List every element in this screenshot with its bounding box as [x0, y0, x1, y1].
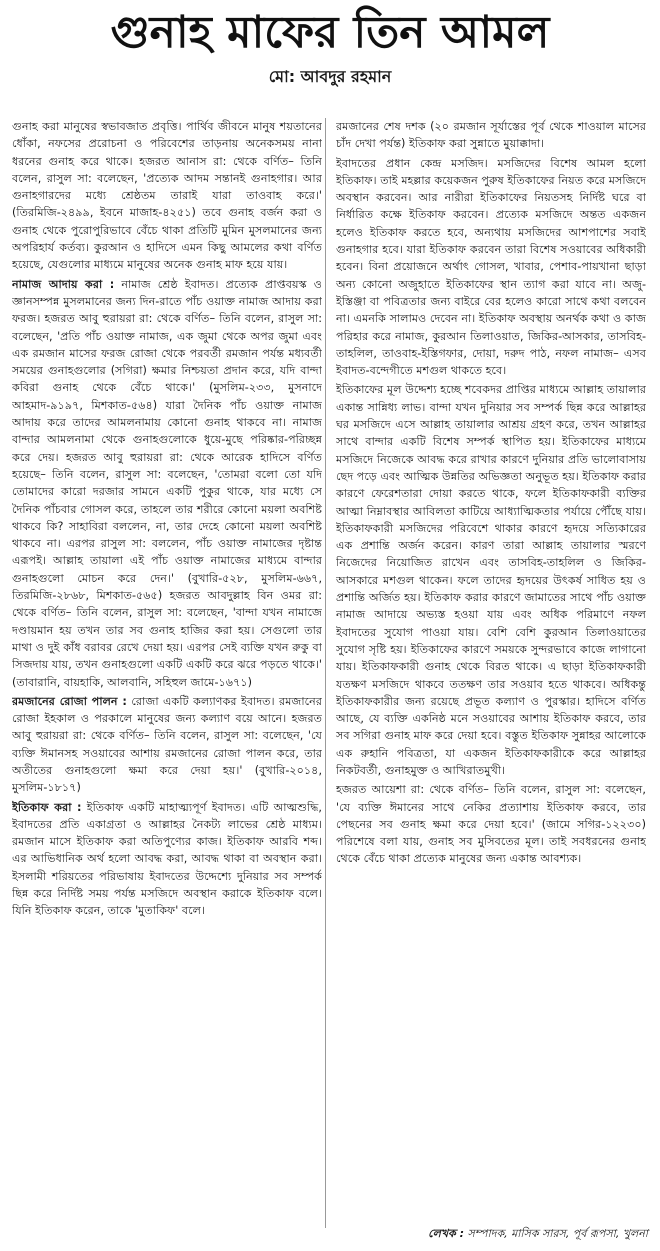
column-divider	[325, 118, 326, 1228]
section-heading-namaz: নামাজ আদায় করা :	[12, 277, 115, 291]
article-author: মো: আবদুর রহমান	[268, 67, 392, 86]
paragraph-text: নামাজ শ্রেষ্ঠ ইবাদত। প্রত্যেক প্রাপ্তবয়স্ক ও জ্ঞানসম্পন্ন মুসলমানের জন্য দিন-রাতে পাঁচ ওয়াক্ত নামাজ আদায় করা ফরজ। হজরত আবু হুরায়রা রা: থেকে বর্ণিত– তিনি বলেন, রাসুল সা: বলেছেন, 'প্রতি পাঁচ ওয়াক্ত নামাজ, এক জুমা থেকে অপর জুমা এবং এক রমজান মাসের ফরজ রোজা থেকে পরবর্তী রমজান পর্যন্ত মধ্যবর্তী সময়ের গুনাহগুলোর (সগিরা) ক্ষমার নিশ্চয়তা প্রদান করে, যদি বান্দা কবিরা গুনাহ থেকে বেঁচে থাকে।' (মুসলিম-২৩৩, মুসনাদে আহমাদ-৯১৯৭, মিশকাত-৫৬৪) যারা দৈনিক পাঁচ ওয়াক্ত নামাজ আদায় করে তাদের আমলনামায় কোনো গুনাহ থাকবে না। নামাজ বান্দার আমলনামা থেকে গুনাহগুলোকে ধুয়ে-মুছে পরিষ্কার-পরিচ্ছন্ন করে দেয়। হজরত আবু হুরায়রা রা: থেকে আরেক হাদিসে বর্ণিত হয়েছে– তিনি বলেন, রাসুল সা: বলেছেন, 'তোমরা বলো তো যদি তোমাদের কারো দরজার সামনে একটি পুকুর থাকে, যার মধ্যে সে দৈনিক পাঁচবার গোসল করে, তাহলে তার শরীরে কোনো ময়লা অবশিষ্ট থাকবে কি? সাহাবিরা বললেন, না, তার দেহে কোনো ময়লা অবশিষ্ট থাকবে না। এরপর রাসুল সা: বললেন, পাঁচ ওয়াক্ত নামাজের দৃষ্টান্ত এরূপই। আল্লাহ তায়ালা এই পাঁচ ওয়াক্ত নামাজের মাধ্যমে বান্দার গুনাহগুলো মোচন করে দেন।' (বুখারি-৫২৮, মুসলিম-৬৬৭, তিরমিজি-২৮৬৮, মিশকাত-৫৬৫) হজরত আবদুল্লাহ বিন ওমর রা: থেকে বর্ণিত– তিনি বলেন, রাসুল সা: বলেছেন, 'বান্দা যখন নামাজে দণ্ডায়মান হয় তখন তার সব গুনাহ হাজির করা হয়। সেগুলো তার মাথা ও দুই কাঁধ বরাবর রেখে দেয়া হয়। এরপর সেই ব্যক্তি যখন রুকু বা সিজদায় যায়, তখন গুনাহগুলো একটি একটি করে ঝরে পড়তে থাকে।' (তাবারানি, বায়হাকি, আলবানি, সহিহুল জামে-১৬৭১)	[12, 277, 322, 689]
author-credit-label: লেখক :	[428, 1227, 464, 1240]
right-column	[336, 118, 646, 1228]
paragraph-intro	[12, 118, 322, 274]
paragraph-roza	[12, 693, 322, 797]
paragraph-text: ইতিকাফ একটি মাহাত্ম্যপূর্ণ ইবাদত। এটি আত্মশুদ্ধি, ইবাদতের প্রতি একাগ্রতা ও আল্লাহর নৈকট্য লাভের শ্রেষ্ঠ মাধ্যম। রমজান মাসে ইতিকাফ করা অতিপুণ্যের কাজ। ইতিকাফ আরবি শব্দ। এর আভিধানিক অর্থ হলো আবদ্ধ করা, আবদ্ধ থাকা বা অবস্থান করা। ইসলামী শরিয়তের পরিভাষায় ইবাদতের উদ্দেশ্যে দুনিয়ার সব সম্পর্ক ছিন্ন করে নির্দিষ্ট সময় পর্যন্ত মসজিদে অবস্থান করাকে ইতিকাফ বলে। যিনি ইতিকাফ করেন, তাকে 'মুতাকিফ' বলে।	[12, 800, 322, 918]
paragraph-text: ইতিকাফের মূল উদ্দেশ্য হচ্ছে শবেকদর প্রাপ্তির মাধ্যমে আল্লাহ তায়ালার একান্ত সান্নিধ্য লাভ। বান্দা যখন দুনিয়ার সব সম্পর্ক ছিন্ন করে আল্লাহর ঘর মসজিদে এসে আল্লাহ তায়ালার আশ্রয় গ্রহণ করে, তখন আল্লাহর সাথে বান্দার একটি বিশেষ সম্পর্ক স্থাপিত হয়। ইতিকাফের মাধ্যমে মসজিদে নিজেকে আবদ্ধ করে রাখার কারণে দুনিয়ার প্রতি ভালোবাসায় ছেদ পড়ে এবং আত্মিক উন্নতির অভিজ্ঞতা অনুভূত হয়। ইতিকাফ করার কারণে ফেরেশতারা দোয়া করতে থাকে, ফলে ইতিকাফকারী ব্যক্তির আত্মা নিম্নাবস্থার আবিলতা কাটিয়ে আধ্যাত্মিকতার পর্যায়ে পৌঁছে যায়। ইতিকাফকারী মসজিদের পরিবেশে থাকার কারণে হৃদয়ে সত্যিকারের এক প্রশান্তি অর্জন করেন। কারণ তারা আল্লাহ তায়ালার স্মরণে নিজেদের নিয়োজিত রাখেন এবং তাসবিহ-তাহলিল ও জিকির-আসকারে মশগুল থাকেন। ফলে তাদের হৃদয়ের উৎকর্ষ সাধিত হয় ও প্রশান্তি অর্জিত হয়। ইতিকাফ করার কারণে জামাতের সাথে পাঁচ ওয়াক্ত নামাজ আদায়ে অভ্যস্ত হওয়া যায় এবং অধিক পরিমাণে নফল ইবাদতের সুযোগ পাওয়া যায়। বেশি বেশি কুরআন তিলাওয়াতের সুযোগ সৃষ্টি হয়। ইতিকাফের কারণে সময়কে সুন্দরভাবে কাজে লাগানো যায়। ইতিকাফকারী গুনাহ থেকে বিরত থাকে। এ ছাড়া ইতিকাফকারী যতক্ষণ মসজিদে থাকবে ততক্ষণ তার সওয়াব হতে থাকবে। অধিকন্তু ইতিকাফকারীর জন্য রয়েছে প্রভূত কল্যাণ ও পুরস্কার। হাদিসে বর্ণিত আছে, যে ব্যক্তি একনিষ্ঠ মনে সওয়াবের আশায় ইতিকাফ করবে, তার সব সগিরা গুনাহ মাফ করে দেয়া হবে। বস্তুত ইতিকাফ সুন্নাহর আলোকে এক রুহানি পবিত্রতা, যা একজন ইতিকাফকারীকে করে আল্লাহর নিকটবর্তী, গুনাহমুক্ত ও আখিরাতমুখী।	[336, 383, 646, 777]
paragraph-masjid	[336, 155, 646, 380]
paragraph-namaz	[12, 276, 322, 691]
left-column	[12, 118, 322, 1228]
paragraph-text: গুনাহ করা মানুষের স্বভাবজাত প্রবৃত্তি। পার্থিব জীবনে মানুষ শয়তানের ধোঁকা, নফসের প্ররোচনা ও পরিবেশের তাড়নায় অনেকসময় নানা ধরনের গুনাহ করে থাকে। হজরত আনাস রা: থেকে বর্ণিত– তিনি বলেন, রাসুল সা: বলেছেন, 'প্রত্যেক আদম সন্তানই গুনাহগার। আর গুনাহগারদের মধ্যে শ্রেষ্ঠতম তারাই যারা তাওবাহ করে।' (তিরমিজি-২৪৯৯, ইবনে মাজাহ-৪২৫১) তবে গুনাহ বর্জন করা ও গুনাহ থেকে পুরোপুরিভাবে বেঁচে থাকা প্রতিটি মুমিন মুসলমানের জন্য অপরিহার্য কর্তব্য। কুরআন ও হাদিসে এমন কিছু আমলের কথা বর্ণিত হয়েছে, যেগুলোর মাধ্যমে মানুষের অনেক গুনাহ মাফ হয়ে যায়।	[12, 120, 322, 272]
author-credit-text: সম্পাদক, মাসিক সারস, পূর্ব রূপসা, খুলনা	[463, 1227, 648, 1240]
paragraph-itikaf-time	[336, 118, 646, 153]
paragraph-itikaf-purpose	[336, 381, 646, 779]
paragraph-text: হজরত আয়েশা রা: থেকে বর্ণিত– তিনি বলেন, রাসুল সা: বলেছেন, 'যে ব্যক্তি ঈমানের সাথে নেকির প্রত্যাশায় ইতিকাফ করবে, তার পেছনের সব গুনাহ ক্ষমা করে দেয়া হবে।' (জামে সগির-১২২৩০) পরিশেষে বলা যায়, গুনাহ সব মুসিবতের মূল। তাই সবধরনের গুনাহ থেকে বেঁচে থাকা প্রত্যেক মানুষের জন্য একান্ত আবশ্যক।	[336, 783, 646, 866]
section-heading-roza: রমজানের রোজা পালন :	[12, 694, 127, 708]
paragraph-itikaf	[12, 799, 322, 920]
paragraph-text: রোজা একটি কল্যাণকর ইবাদত। রমজানের রোজা ইহকাল ও পরকালে মানুষের জন্য কল্যাণ বয়ে আনে। হজরত আবু হুরায়রা রা: থেকে বর্ণিত– তিনি বলেন, রাসুল সা: বলেছেন, 'যে ব্যক্তি ঈমানসহ সওয়াবের আশায় রমজানের রোজা পালন করে, তার অতীতের গুনাহগুলো ক্ষমা করে দেয়া হয়।' (বুখারি-২০১৪, মুসলিম-১৮১৭)	[12, 694, 322, 795]
paragraph-text: রমজানের শেষ দশক (২০ রমজান সূর্যাস্তের পূর্ব থেকে শাওয়াল মাসের চাঁদ দেখা পর্যন্ত) ইতিকাফ করা সুন্নাতে মুয়াক্কাদা।	[336, 120, 646, 151]
paragraph-conclusion	[336, 781, 646, 867]
paragraph-text: ইবাদতের প্রধান কেন্দ্র মসজিদ। মসজিদের বিশেষ আমল হলো ইতিকাফ। তাই মহল্লার কয়েকজন পুরুষ ইতিকাফের নিয়ত করে মসজিদে অবস্থান করবেন। আর নারীরা ইতিকাফের নিয়তসহ নির্দিষ্ট ঘরে বা নির্ধারিত কক্ষে ইতিকাফ করবেন। প্রত্যেক মসজিদে অন্তত একজন হলেও ইতিকাফ করতে হবে, অন্যথায় মসজিদের আশপাশের সবাই গুনাহগার হবে। যারা ইতিকাফ করবেন তারা বিশেষ সওয়াবের অধিকারী হবেন। বিনা প্রয়োজনে অর্থাৎ গোসল, খাবার, পেশাব-পায়খানা ছাড়া অন্য কোনো অজুহাতে ইতিকাফের স্থান ত্যাগ করা যাবে না। অজু-ইস্তিঞ্জা বা পবিত্রতার জন্য বাইরে বের হলেও কারো সাথে কথা বলবেন না। এমনকি সালামও দেবেন না। ইতিকাফ অবস্থায় অনর্থক কথা ও কাজ পরিহার করে নামাজ, কুরআন তিলাওয়াত, জিকির-আসকার, তাসবিহ-তাহলিল, তাওবাহ-ইস্তিগফার, দোয়া, দরুদ পাঠ, নফল নামাজ– এসব ইবাদত-বন্দেগীতে মশগুল থাকতে হবে।	[336, 156, 646, 378]
section-heading-itikaf: ইতিকাফ করা :	[12, 800, 82, 814]
article-title: গুনাহ মাফের তিন আমল	[110, 7, 550, 58]
author-credit	[336, 1226, 648, 1242]
